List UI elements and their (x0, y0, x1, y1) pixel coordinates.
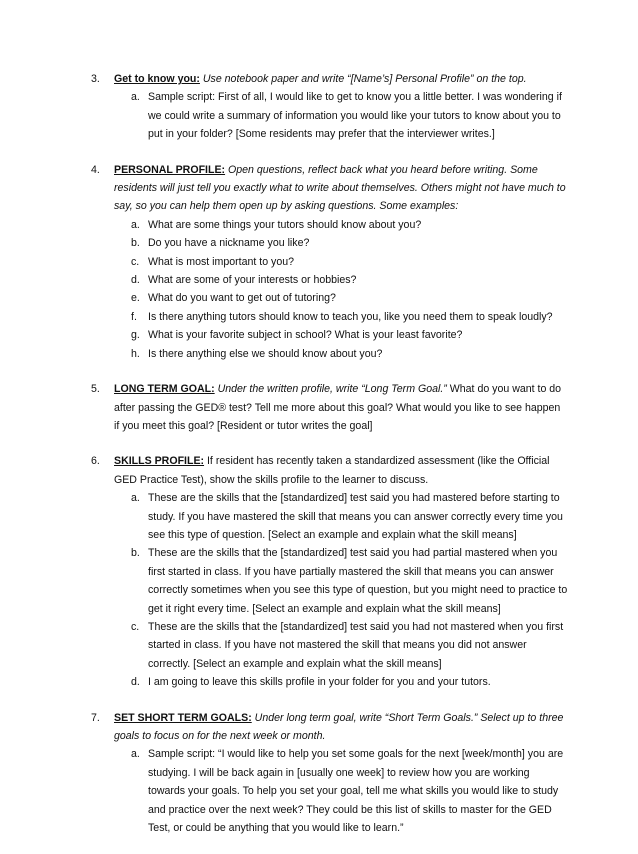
section-intro: What do you want to do after passing the GED® test? Tell me more about this goal? What would you like to see happen if you meet this goal? [Resident or tutor writes the goal] (114, 383, 562, 432)
sub-item (114, 673, 568, 691)
sub-item-letter: f. (131, 310, 137, 323)
section-heading: Get to know you: (114, 73, 200, 85)
sub-item-letter: g. (131, 329, 140, 342)
section-heading: SKILLS PROFILE: (114, 455, 205, 468)
sub-item (114, 489, 568, 544)
section-intro: Under long term goal, write “Short Term Goals.” Select up to three goals to focus on for the next week or month. (114, 711, 564, 742)
item-number: 3. (91, 73, 100, 85)
sub-item-text: What are some things your tutors should know about you? (148, 218, 422, 231)
sub-item-letter: h. (131, 347, 140, 360)
sub-item-text: Sample script: “I would like to help you set some goals for the next [week/month] you are studying. I will be back again in [usually one week] to review how you are working towards your goals. To help you set your goal, tell me what skills you would like to study and practice over the next week? They could be this list of skills to master for the GED Test, or could be anything that you would like to learn.” (148, 748, 564, 835)
section-intro: If resident has recently taken a standardized assessment (like the Official GED Practice Test), show the skills profile to the learner to discuss. (114, 455, 550, 486)
sub-item (114, 253, 568, 271)
sub-item (114, 289, 568, 307)
section-lead (114, 70, 568, 88)
sub-item (114, 271, 568, 289)
sub-item-text: What is your favorite subject in school? What is your least favorite? (148, 329, 463, 342)
sub-item (114, 216, 568, 234)
section-personal-profile (0, 161, 638, 363)
sub-item (114, 345, 568, 363)
sub-item-letter: a. (131, 748, 140, 761)
section-get-to-know-you (0, 70, 638, 144)
sub-item-letter: c. (131, 620, 140, 633)
sub-item-letter: a. (131, 218, 140, 231)
sub-item-text: What do you want to get out of tutoring? (148, 292, 336, 305)
section-intro-instruction: Under the written profile, write “Long Term Goal.” (214, 383, 447, 396)
sub-item-text: What is most important to you? (148, 255, 295, 268)
item-number: 6. (91, 455, 100, 468)
sub-item-text: These are the skills that the [standardized] test said you had mastered before starting to study. If you have mastered the skill that means you can answer correctly every time you see this type of question. [Select an example and explain what the skill means] (148, 492, 563, 541)
sub-item (114, 745, 568, 837)
item-number: 4. (91, 163, 100, 176)
sub-item-letter: b. (131, 237, 140, 250)
item-number: 7. (91, 711, 100, 724)
sub-item (114, 88, 568, 143)
section-long-term-goal (0, 380, 638, 435)
section-intro: Open questions, reflect back what you heard before writing. Some residents will just tell you exactly what to write about themselves. Others might not have much to say, so you can help them open up by asking questions. Some examples: (114, 163, 566, 213)
sub-item-text: Sample script: First of all, I would like to get to know you a little better. I was wondering if we could write a summary of information you would like your tutors to know about you to put in your folder? [Some residents may prefer that the interviewer writes.] (148, 91, 562, 141)
sub-item-text: These are the skills that the [standardized] test said you had partial mastered when you first started in class. If you have partially mastered the skill that means you can answer correctly sometimes when you see this type of question, but you might need to practice to get it right every time. [Select an example and explain what the skill means] (148, 547, 568, 615)
section-heading: LONG TERM GOAL: (114, 383, 215, 396)
section-heading: SET SHORT TERM GOALS: (114, 711, 252, 724)
section-lead (114, 709, 568, 746)
sub-item-letter: a. (131, 492, 140, 505)
sub-item-text: Do you have a nickname you like? (148, 237, 310, 250)
sub-item-text: What are some of your interests or hobbies? (148, 274, 357, 287)
section-lead (114, 380, 568, 435)
section-heading: PERSONAL PROFILE: (114, 163, 226, 176)
sub-item (114, 308, 568, 326)
sub-item-letter: d. (131, 274, 140, 287)
sub-item-letter: d. (131, 676, 140, 689)
document-page (0, 70, 638, 854)
section-lead (114, 161, 568, 216)
section-intro: Use notebook paper and write “[Name’s] Personal Profile” on the top. (199, 73, 527, 85)
section-lead (114, 452, 568, 489)
sub-item-letter: e. (131, 292, 140, 305)
sub-item-text: These are the skills that the [standardized] test said you had not mastered when you first started in class. If you have not mastered the skill that means you did not answer correctly. [Select an example and explain what the skill means] (148, 620, 564, 670)
sub-item-text: Is there anything else we should know about you? (148, 347, 383, 360)
sub-item-text: Is there anything tutors should know to teach you, like you need them to speak loudly? (148, 310, 553, 323)
section-skills-profile (0, 452, 638, 691)
section-short-term-goals (0, 709, 638, 838)
sub-item-text: I am going to leave this skills profile in your folder for you and your tutors. (148, 676, 491, 689)
item-number: 5. (91, 383, 100, 396)
sub-item (114, 326, 568, 344)
sub-item (114, 544, 568, 618)
sub-item (114, 234, 568, 252)
sub-item-letter: b. (131, 547, 140, 560)
sub-item (114, 618, 568, 673)
sub-item-letter: c. (131, 255, 140, 268)
sub-item-letter: a. (131, 91, 140, 104)
